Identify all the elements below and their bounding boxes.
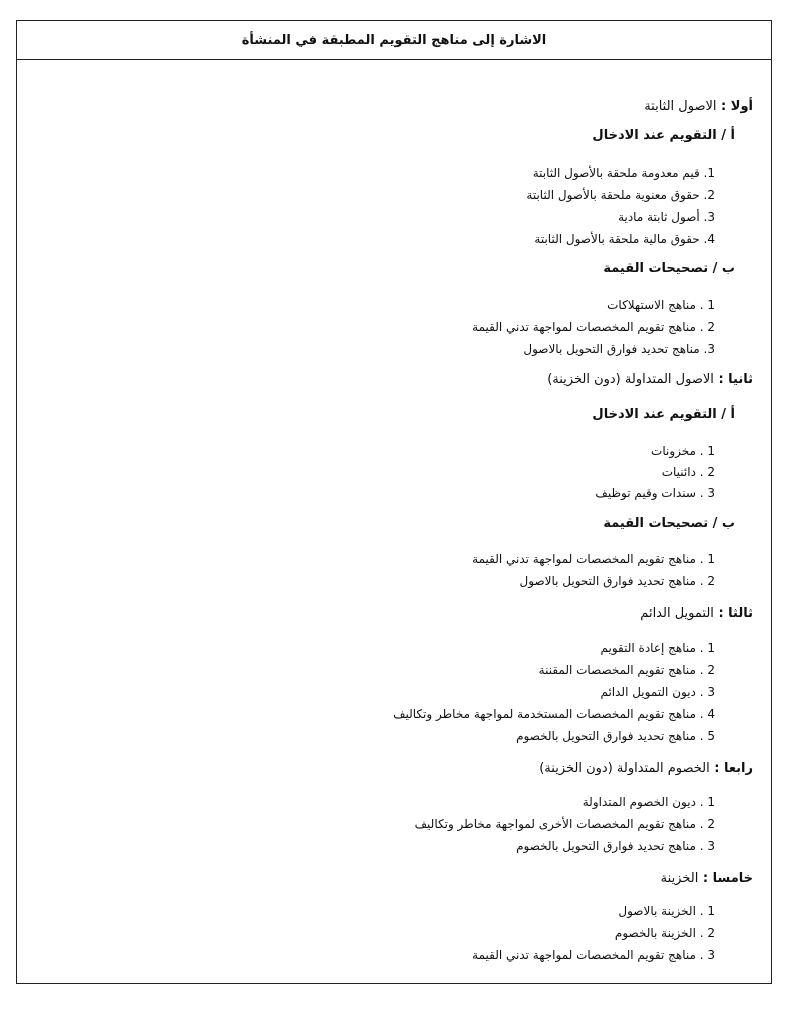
section-label: خامسا : bbox=[702, 871, 753, 886]
section-label: رابعا : bbox=[714, 761, 753, 776]
list-item: 1 . مخزونات bbox=[651, 444, 715, 458]
list-item: 1 . الخزينة بالاصول bbox=[618, 904, 715, 918]
section-3-heading bbox=[640, 606, 753, 621]
list-item: 3 . ديون التمويل الدائم bbox=[600, 685, 715, 699]
section-title: الخصوم المتداولة (دون الخزينة) bbox=[539, 761, 710, 776]
section-title: التمويل الدائم bbox=[640, 606, 714, 621]
list-item: 1. قيم معدومة ملحقة بالأصول الثابتة bbox=[532, 166, 715, 180]
section-label: أولا : bbox=[721, 99, 753, 114]
list-item: 2 . مناهج تقويم المخصصات المقننة bbox=[538, 663, 715, 677]
list-item: 3 . مناهج تحديد فوارق التحويل بالخصوم bbox=[516, 839, 715, 853]
list-item: 2 . الخزينة بالخصوم bbox=[614, 926, 715, 940]
list-item: 5 . مناهج تحديد فوارق التحويل بالخصوم bbox=[516, 729, 715, 743]
section-title: الاصول الثابتة bbox=[644, 99, 717, 114]
list-item: 3 . سندات وقيم توظيف bbox=[595, 486, 715, 500]
list-item: 2 . مناهج تقويم المخصصات الأخرى لمواجهة مخاطر وتكاليف bbox=[414, 817, 715, 831]
section-title: الخزينة bbox=[660, 871, 699, 886]
section-label: ثانيا : bbox=[718, 372, 753, 387]
list-item: 1 . مناهج تقويم المخصصات لمواجهة تدني القيمة bbox=[472, 552, 715, 566]
list-item: 1 . مناهج إعادة التقويم bbox=[600, 641, 715, 655]
section-5-heading bbox=[661, 871, 753, 886]
list-item: 2 . مناهج تقويم المخصصات لمواجهة تدني القيمة bbox=[472, 320, 715, 334]
list-item: 3. مناهج تحديد فوارق التحويل بالاصول bbox=[523, 342, 715, 356]
group-heading: أ / التقويم عند الادخال bbox=[592, 407, 735, 422]
list-item: 2. حقوق معنوية ملحقة بالأصول الثابتة bbox=[526, 188, 715, 202]
group-heading: ب / تصحيحات القيمة bbox=[603, 516, 735, 531]
list-item: 1 . ديون الخصوم المتداولة bbox=[582, 795, 715, 809]
list-item: 2 . مناهج تحديد فوارق التحويل بالاصول bbox=[519, 574, 715, 588]
document-title: الاشارة إلى مناهج التقويم المطبقة في المنشأة bbox=[17, 21, 771, 60]
section-label: ثالثا : bbox=[718, 606, 753, 621]
list-item: 1 . مناهج الاستهلاكات bbox=[607, 298, 715, 312]
list-item: 3. أصول ثابتة مادية bbox=[618, 210, 715, 224]
document-frame bbox=[16, 20, 772, 984]
list-item: 4 . مناهج تقويم المخصصات المستخدمة لمواجهة مخاطر وتكاليف bbox=[393, 707, 715, 721]
section-title: الاصول المتداولة (دون الخزينة) bbox=[547, 372, 714, 387]
group-heading: ب / تصحيحات القيمة bbox=[603, 261, 735, 276]
group-heading: أ / التقويم عند الادخال bbox=[592, 128, 735, 143]
section-2-heading bbox=[547, 372, 753, 387]
list-item: 4. حقوق مالية ملحقة بالأصول الثابتة bbox=[534, 232, 715, 246]
section-1-heading bbox=[644, 99, 753, 114]
section-4-heading bbox=[539, 761, 753, 776]
list-item: 2 . دائنيات bbox=[661, 465, 715, 479]
list-item: 3 . مناهج تقويم المخصصات لمواجهة تدني القيمة bbox=[472, 948, 715, 962]
